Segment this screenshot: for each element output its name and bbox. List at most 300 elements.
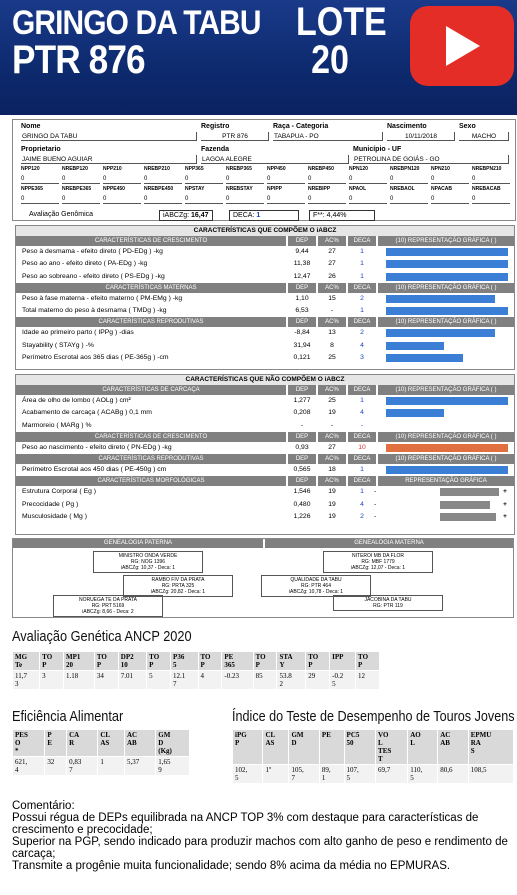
section-iabcz-body [16,236,514,364]
animal-code: PTR 876 [12,38,145,82]
label-sexo: Sexo [459,123,476,130]
col-deca: DECA [348,317,376,327]
trait-row [16,352,514,364]
trait-ac: 19 [328,500,336,508]
col-rep: (10) REPRESENTAÇÃO GRÁFICA ( ) [378,385,514,395]
col-dep: DEP [288,476,316,486]
data-cell: 53.8 2 [277,671,306,690]
trait-dep: 0,208 [293,409,311,417]
data-cell: 1,65 9 [156,757,190,776]
trait-name: Peso à fase materna - efeito materno ( PM-EMg ) -kg [22,294,183,302]
col-deca: DECA [348,283,376,293]
trait-bar [386,307,508,315]
header-cell: TO P [147,652,171,671]
comment-line-2: Superior na PGP, sendo indicado para produzir machos com alto ganho de peso e rendimento de carcaça; [12,836,508,860]
value-registro: PTR 876 [201,132,269,141]
trait-ac: 27 [328,260,336,268]
ref-label-nrebp210: NREBP210 [144,166,170,172]
genomic-eval-label: Avaliação Genômica [29,211,94,218]
comment-line-3: Transmite a progênie muita funcionalidade; sendo 8% acima da média no EPMURAS. [12,860,451,872]
group-title: CARACTERÍSTICAS DE CRESCIMENTO [16,236,286,246]
ref-value-npn120: 0 [349,175,387,184]
ref-label-npn120: NPN120 [349,166,368,172]
trait-bar [386,260,508,268]
col-deca: DECA [348,432,376,442]
trait-bar [386,409,444,417]
genealogy-maternal-granddam-line-0: JACOBINA DA TABU [364,597,412,603]
value-sexo: MACHO [459,132,509,141]
trait-bar [440,513,496,521]
trait-row [16,486,514,498]
comment-block [12,800,512,872]
ref-value-nrebp365: 0 [226,175,264,184]
col-dep: DEP [288,283,316,293]
deca-box [229,210,299,221]
ref-value-npp120: 0 [21,175,59,184]
lote-number: 20 [311,38,349,82]
data-cell: 80,6 [438,765,468,784]
trait-row [16,420,514,432]
comment-line-1: Possui régua de DEPs equilibrada na ANCP TOP 3% com destaque para características de crescimento e precocidade; [12,812,479,836]
data-cell: 32 [45,757,67,776]
header-cell: GM D (Kg) [156,730,190,757]
genealogy-maternal-grandsire-line-1: RG: PTR 464 [300,583,331,589]
data-cell: 89, 1 [319,765,344,784]
data-cell: 621, 4 [13,757,45,776]
trait-row [16,293,514,305]
section-non-iabcz-body [16,385,514,523]
genealogy-paternal-granddam-line-0: NORUEGA TE DA PRATA [78,597,138,603]
col-ac: AC% [318,454,346,464]
feed-efficiency-title: Eficiência Alimentar [12,708,124,725]
youtube-play-button[interactable] [410,6,514,86]
trait-name: Estrutura Corporal ( Eg ) [22,488,97,496]
col-rep: (10) REPRESENTAÇÃO GRÁFICA ( ) [378,317,514,327]
label-raca: Raça - Categoria [273,123,329,130]
comment-title: Comentário: [12,800,75,812]
section-non-iabcz-title: CARACTERÍSTICAS QUE NÃO COMPÕEM O iABCZ [16,375,514,385]
header-cell: VO L TES T [376,730,408,765]
group-title: CARACTERÍSTICAS DE CRESCIMENTO [16,432,286,442]
trait-bar [386,295,495,303]
data-cell: 5 [147,671,171,690]
trait-dep: 0,121 [293,354,311,362]
trait-deca: 1 [360,397,364,404]
animal-card [12,119,516,221]
trait-dep: 0,93 [295,443,309,451]
ref-label-npstay: NPSTAY [185,186,205,192]
ref-label-nrebpn120: NREBPN120 [390,166,420,172]
data-cell: 34 [94,671,118,690]
trait-ac: 26 [328,272,336,280]
genealogy-maternal-grandsire [261,575,371,597]
ref-label-nppe450: NPPE450 [103,186,125,192]
value-nome: GRINGO DA TABU [21,132,197,141]
trait-row [16,340,514,352]
young-bulls-title: Índice do Teste de Desempenho de Touros Jovens [232,708,515,725]
ref-label-npipp: NPIPP [267,186,283,192]
trait-ac: 25 [328,354,336,362]
header-cell: DP2 10 [118,652,146,671]
data-cell: 3 [40,671,64,690]
trait-row [16,271,514,283]
data-cell: 1 [98,757,125,776]
trait-ac: 8 [330,341,334,349]
trait-ac: 19 [328,513,336,521]
data-cell: 85 [253,671,277,690]
ref-value-npp365: 0 [185,175,223,184]
trait-dep: - [300,421,304,429]
trait-ac: 25 [328,397,336,404]
col-rep: REPRESENTAÇÃO GRÁFICA [378,476,514,486]
trait-name: Precocidade ( Pg ) [22,500,79,508]
ref-label-nrebipp: NREBIPP [308,186,331,192]
ref-label-npn210: NPN210 [431,166,450,172]
ref-value-nrebipp: 0 [308,195,346,204]
ref-value-npipp: 0 [267,195,305,204]
trait-ac: 13 [328,329,336,337]
minus-sign: - [374,513,377,521]
trait-ac: 19 [328,409,336,417]
f-label: F**: [313,212,325,219]
trait-dep: -8,84 [294,329,310,337]
trait-name: Peso ao ano - efeito direto ( PA-EDg ) -kg [22,260,148,268]
ref-value-nrebpn120: 0 [390,175,428,184]
group-title: CARACTERÍSTICAS DE CARCAÇA [16,385,286,395]
ref-value-npacab: 0 [431,195,469,204]
genealogy-maternal-grandsire-line-0: QUALIDADE DA TABU [290,577,342,583]
trait-deca: 2 [360,513,364,521]
col-deca: DECA [348,454,376,464]
trait-dep: 1,226 [293,513,311,521]
trait-row [16,305,514,317]
genealogy-paternal-granddam-line-2: iABCZg: 8,66 - Deca: 2 [82,609,134,615]
genealogy-paternal-granddam [53,595,163,617]
trait-row [16,327,514,339]
trait-deca: 1 [360,272,364,280]
trait-name: Marmoreio ( MARg ) % [22,421,92,429]
trait-dep: 1,10 [295,294,309,302]
genealogy-dam-line-1: RG: MBF 1779 [361,559,395,565]
header-cell: CL AS [98,730,125,757]
trait-bar [386,444,508,452]
ref-value-nppe365: 0 [21,195,59,204]
f-value: 4,44% [326,212,347,219]
trait-deca: 4 [360,409,364,417]
trait-deca: 1 [360,466,364,474]
ref-value-nppe450: 0 [103,195,141,204]
genealogy-sire-line-0: MINISTRO ONDA VERDE [118,553,178,559]
iabcz-label: iABCZg: [163,212,190,219]
iabcz-value: 16,47 [191,212,209,219]
value-proprietario: JAIME BUENO AGUIAR [21,155,197,164]
data-cell: 5,37 [125,757,156,776]
trait-deca: 2 [360,294,364,302]
genealogy-maternal-grandsire-line-2: iABCZg: 10,78 - Deca: 1 [288,589,344,595]
section-iabcz-title: CARACTERÍSTICAS QUE COMPÕEM O iABCZ [16,226,514,236]
col-rep: (10) REPRESENTAÇÃO GRÁFICA ( ) [378,283,514,293]
trait-deca: 1 [360,488,364,496]
group-header [16,317,514,327]
genealogy-paternal-header: GENEALOGIA PATERNA [13,539,263,548]
trait-deca: 1 [360,248,364,255]
col-ac: AC% [318,476,346,486]
col-dep: DEP [288,432,316,442]
header-cell: GM D [289,730,319,765]
genealogy-maternal-granddam-line-1: RG: PTR 119 [373,603,403,609]
header-cell: TO P [253,652,277,671]
trait-dep: 0,565 [293,466,311,474]
header-cell: AO L [408,730,438,765]
data-cell: 7.01 [118,671,146,690]
genealogy-sire-line-1: RG: NOG 1396 [130,559,166,565]
trait-row [16,395,514,407]
trait-ac: 18 [328,466,336,474]
trait-deca: 4 [360,500,364,508]
trait-ac: 19 [328,488,336,496]
col-dep: DEP [288,236,316,246]
header-cell: TO P [40,652,64,671]
ref-label-nrebp120: NREBP120 [62,166,88,172]
header-row [13,652,380,671]
deca-value: 1 [256,212,261,219]
genealogy [12,538,514,618]
col-ac: AC% [318,236,346,246]
col-dep: DEP [288,454,316,464]
genealogy-sire [93,551,203,573]
data-cell: 29 [306,671,330,690]
group-header [16,283,514,293]
trait-row [16,511,514,523]
trait-ac: - [330,421,334,429]
trait-ac: - [330,307,334,315]
data-cell: 69,7 [376,765,408,784]
trait-row [16,258,514,270]
data-row [13,757,190,776]
genealogy-dam [323,551,433,573]
header-row [13,730,190,757]
ref-value-nrebp450: 0 [308,175,346,184]
value-municipio: PETROLINA DE GOIÁS - GO [353,155,509,164]
trait-row [16,407,514,419]
header-cell: PES O * [13,730,45,757]
trait-name: Total materno do peso à desmama ( TMDg ) -kg [22,307,167,315]
trait-bar [440,501,490,509]
trait-bar [386,354,463,362]
header-cell: iPG P [233,730,263,765]
header-cell: AC AB [438,730,468,765]
trait-ac: 27 [328,443,336,451]
f-box [309,210,375,221]
genealogy-paternal-grandsire-line-0: RAMBO FIV DA PRATA [151,577,205,583]
trait-bar [386,329,495,337]
group-title: CARACTERÍSTICAS MATERNAS [16,283,286,293]
header-cell: TO P [94,652,118,671]
header-cell: EPMU RA S [468,730,513,765]
header-cell: MP1 20 [64,652,95,671]
col-dep: DEP [288,385,316,395]
genealogy-maternal-granddam [333,595,443,611]
play-icon [446,26,480,66]
col-deca: DECA [348,236,376,246]
trait-bar [386,397,508,405]
header-cell: TO P [356,652,380,671]
ref-label-nppe365: NPPE365 [21,186,43,192]
label-proprietario: Proprietario [21,146,61,153]
data-cell: -0.2 5 [330,671,356,690]
trait-deca: 10 [358,443,366,451]
ref-label-nrebacab: NREBACAB [472,186,501,192]
animal-name: GRINGO DA TABU [12,4,261,42]
ref-label-npaol: NPAOL [349,186,367,192]
trait-deca: 3 [360,354,364,362]
ref-label-npp120: NPP120 [21,166,40,172]
header-cell: PE 365 [222,652,253,671]
group-header [16,476,514,486]
col-ac: AC% [318,317,346,327]
data-cell: 107, 5 [344,765,376,784]
ref-value-nrebaol: 0 [390,195,428,204]
trait-row [16,464,514,476]
trait-name: Peso à desmama - efeito direto ( PD-EDg ) -kg [22,248,163,255]
header-cell: CA R [67,730,98,757]
trait-deca: 1 [360,307,364,315]
header-cell: MG Te [13,652,40,671]
value-nasc: 10/11/2018 [387,132,455,141]
trait-ac: 15 [328,294,336,302]
ref-value-npp450: 0 [267,175,305,184]
data-cell: 105, 7 [289,765,319,784]
trait-dep: 1,546 [293,488,311,496]
trait-row [16,442,514,454]
minus-sign: - [374,488,377,496]
trait-name: Peso ao sobreano - efeito direto ( PS-EDg ) -kg [22,272,165,280]
ref-value-nrebpe450: 0 [144,195,182,204]
genealogy-dam-line-2: iABCZg: 12,07 - Deca: 1 [350,565,406,571]
header-row [233,730,514,765]
ref-label-nrebpn210: NREBPN210 [472,166,502,172]
ref-label-nrebp365: NREBP365 [226,166,252,172]
trait-dep: 6,53 [295,307,309,315]
label-fazenda: Fazenda [201,146,230,153]
genealogy-paternal-grandsire-line-2: iABCZg: 20,82 - Deca: 1 [150,589,206,595]
ref-value-nrebstay: 0 [226,195,264,204]
data-cell: -0.23 [222,671,253,690]
header-cell: P36 5 [171,652,198,671]
col-rep: (10) REPRESENTAÇÃO GRÁFICA ( ) [378,454,514,464]
ref-value-nrebpn210: 0 [472,175,510,184]
trait-row [16,499,514,511]
header-cell: P E [45,730,67,757]
ref-value-npstay: 0 [185,195,223,204]
ref-value-nrebp120: 0 [62,175,100,184]
data-cell: 4 [198,671,222,690]
header-cell: TO P [306,652,330,671]
ref-label-npacab: NPACAB [431,186,453,192]
col-ac: AC% [318,385,346,395]
label-nasc: Nascimento [387,123,427,130]
trait-dep: 9,44 [295,248,309,255]
group-title: CARACTERÍSTICAS REPRODUTIVAS [16,454,286,464]
trait-dep: 31,94 [293,341,311,349]
data-cell: 12.1 7 [171,671,198,690]
trait-bar [386,248,508,256]
trait-deca: 4 [360,341,364,349]
ref-value-nrebp210: 0 [144,175,182,184]
trait-ac: 27 [328,248,336,255]
genealogy-paternal-granddam-line-1: RG: PRT 5169 [91,603,125,609]
ref-label-nrebpe365: NREBPE365 [62,186,92,192]
trait-name: Área de olho de lombo ( AOLg ) cm² [22,397,131,404]
col-deca: DECA [348,476,376,486]
feed-efficiency-table [12,729,190,776]
data-row [13,671,380,690]
data-cell: 12 [356,671,380,690]
header-banner [0,0,517,115]
trait-dep: 0,480 [293,500,311,508]
trait-name: Peso ao nascimento - efeito direto ( PN-EDg ) -kg [22,443,172,451]
group-header [16,454,514,464]
data-cell: 1º [263,765,289,784]
trait-name: Stayability ( STAYg ) -% [22,341,94,349]
col-rep: (10) REPRESENTAÇÃO GRÁFICA ( ) [378,432,514,442]
iabcz-box [159,210,213,221]
header-cell: PC5 50 [344,730,376,765]
genealogy-paternal-grandsire-line-1: RG: PRTA 325 [161,583,195,589]
group-title: CARACTERÍSTICAS REPRODUTIVAS [16,317,286,327]
label-municipio: Município - UF [353,146,402,153]
genealogy-dam-line-0: NITEROI MB DA FLOR [352,553,404,559]
ref-value-npp210: 0 [103,175,141,184]
trait-dep: 11,38 [293,260,311,268]
group-header [16,385,514,395]
header-cell: TO P [198,652,222,671]
trait-bar [386,342,444,350]
label-registro: Registro [201,123,230,130]
plus-sign: + [503,513,507,521]
col-dep: DEP [288,317,316,327]
trait-name: Perímetro Escrotal aos 450 dias ( PE-450g ) cm [22,466,167,474]
data-cell: 0,83 7 [67,757,98,776]
trait-deca: - [360,421,364,429]
col-ac: AC% [318,432,346,442]
plus-sign: + [503,500,507,508]
col-rep: (10) REPRESENTAÇÃO GRÁFICA ( ) [378,236,514,246]
lote-label: LOTE [296,0,387,44]
trait-name: Perímetro Escrotal aos 365 dias ( PE-365g ) -cm [22,354,169,362]
header-cell: CL AS [263,730,289,765]
header-cell: PE [319,730,344,765]
deca-label: DECA: [233,212,255,219]
trait-bar [386,466,508,474]
plus-sign: + [503,488,507,496]
ref-label-nrebaol: NREBAOL [390,186,415,192]
ref-label-npp365: NPP365 [185,166,204,172]
header-cell: STA Y [277,652,306,671]
ancp-table [12,651,380,690]
data-cell: 1.18 [64,671,95,690]
trait-bar [386,273,508,281]
ref-value-nrebpe365: 0 [62,195,100,204]
label-nome: Nome [21,123,41,130]
col-deca: DECA [348,385,376,395]
value-fazenda: LAGOA ALEGRE [201,155,349,164]
group-header [16,432,514,442]
ref-value-nrebacab: 0 [472,195,510,204]
data-cell: 102, 5 [233,765,263,784]
ref-label-nrebstay: NREBSTAY [226,186,253,192]
genealogy-paternal-grandsire [123,575,233,597]
